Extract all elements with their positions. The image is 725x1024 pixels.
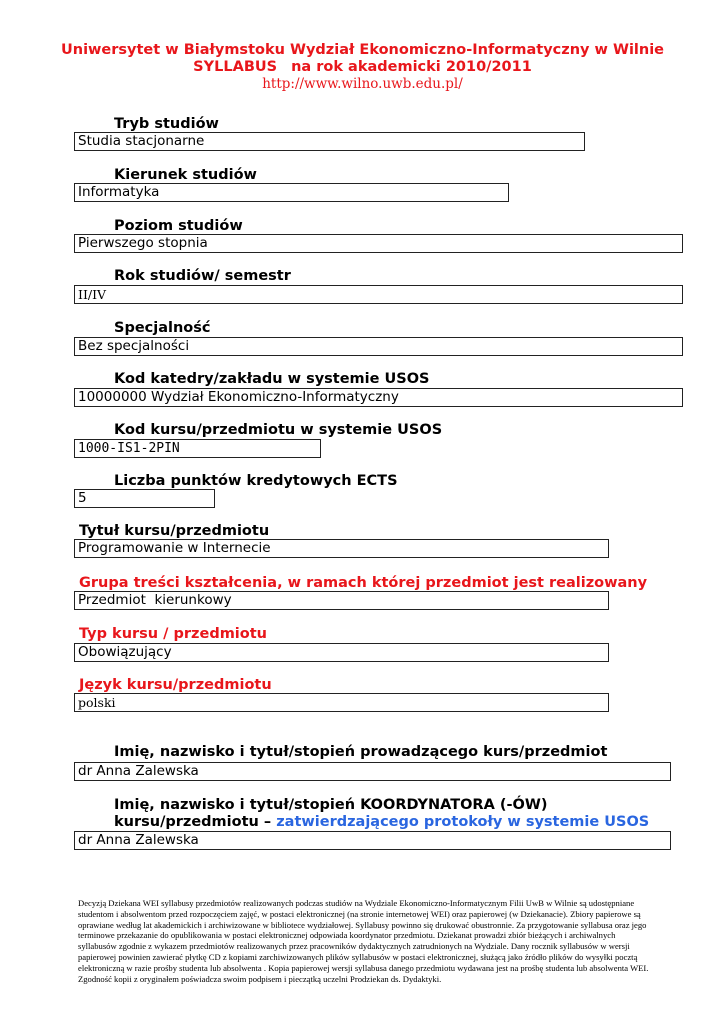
- ects-value: 5: [74, 489, 215, 508]
- syllabus-label: SYLLABUS: [193, 59, 278, 75]
- prowadzacy-value: dr Anna Zalewska: [74, 762, 671, 781]
- academic-year: na rok akademicki 2010/2011: [291, 59, 532, 75]
- jezyk-value: polski: [74, 693, 609, 712]
- poziom-value: Pierwszego stopnia: [74, 234, 683, 253]
- tytul-value: Programowanie w Internecie: [74, 539, 609, 558]
- university-title: Uniwersytet w Białymstoku Wydział Ekonomiczno-Informatyczny w Wilnie: [60, 42, 665, 58]
- grupa-value: Przedmiot kierunkowy: [74, 591, 609, 610]
- kierunek-label: Kierunek studiów: [114, 167, 257, 183]
- footer-note: Decyzją Dziekana WEI syllabusy przedmiotów realizowanych podczas studiów na Wydziale Ekonomiczno-Informatycznym Filii UwB w Wilnie są udostępniane studentom i absolwentom przed rozpoczęciem zajęć, w postaci elektronicznej (na stronie internetowej WEI) oraz papierowej (w Dziekanacie). Zbiory papierowe są oprawiane według lat akademickich i archiwizowane w bibliotece wydziałowej. Syllabusy powinno się drukować obustronnie. Za przygotowanie syllabusa oraz jego terminowe przekazanie do opublikowania w postaci elektronicznej odpowiada koordynator przedmiotu. Dziekanat prowadzi zbiór bieżących i archiwalnych syllabusów zgodnie z wykazem przedmiotów realizowanych przez pracowników dydaktycznych zatrudnionych na Wydziale. Dany rocznik syllabusów w wersji papierowej powinien zawierać płytkę CD z kopiami zarchiwizowanych plików syllabusów w postaci elektronicznej, służącą jako źródło plików do wysyłki pocztą elektroniczną w razie prośby studenta lub absolwenta . Kopia papierowej wersji syllabusa danego przedmiotu wydawana jest na prośbę studenta lub absolwenta WEI. Zgodność kopii z oryginałem poświadcza swoim podpisem i pieczątką uczelni Prodziekan ds. Dydaktyki.: [78, 898, 649, 984]
- koordynator-label-line1: Imię, nazwisko i tytuł/stopień KOORDYNATORA (-ÓW): [114, 797, 548, 813]
- koordynator-label-prefix: kursu/przedmiotu –: [114, 814, 272, 830]
- faculty-url[interactable]: http://www.wilno.uwb.edu.pl/: [262, 76, 463, 92]
- tytul-label: Tytuł kursu/przedmiotu: [79, 523, 270, 539]
- kierunek-value: Informatyka: [74, 183, 509, 202]
- jezyk-label: Język kursu/przedmiotu: [79, 677, 272, 693]
- prowadzacy-label: Imię, nazwisko i tytuł/stopień prowadzącego kurs/przedmiot: [114, 744, 608, 760]
- koordynator-value: dr Anna Zalewska: [74, 831, 671, 850]
- tryb-value: Studia stacjonarne: [74, 132, 585, 151]
- poziom-label: Poziom studiów: [114, 218, 243, 234]
- syllabus-title: [0, 59, 725, 76]
- specjalnosc-label: Specjalność: [114, 320, 211, 336]
- grupa-label: Grupa treści kształcenia, w ramach której przedmiot jest realizowany: [79, 575, 648, 591]
- kod-kursu-value: 1000-IS1-2PIN: [74, 439, 321, 458]
- koordynator-label-line2: [114, 814, 649, 831]
- typ-value: Obowiązujący: [74, 643, 609, 662]
- koordynator-label-highlight: zatwierdzającego protokoły w systemie USOS: [276, 814, 650, 830]
- kod-katedry-value: 10000000 Wydział Ekonomiczno-Informatyczny: [74, 388, 683, 407]
- ects-label: Liczba punktów kredytowych ECTS: [114, 473, 398, 489]
- rok-value: II/IV: [74, 285, 683, 304]
- tryb-label: Tryb studiów: [114, 116, 219, 132]
- typ-label: Typ kursu / przedmiotu: [79, 626, 267, 642]
- rok-label: Rok studiów/ semestr: [114, 268, 291, 284]
- specjalnosc-value: Bez specjalności: [74, 337, 683, 356]
- kod-kursu-label: Kod kursu/przedmiotu w systemie USOS: [114, 422, 443, 438]
- kod-katedry-label: Kod katedry/zakładu w systemie USOS: [114, 371, 430, 387]
